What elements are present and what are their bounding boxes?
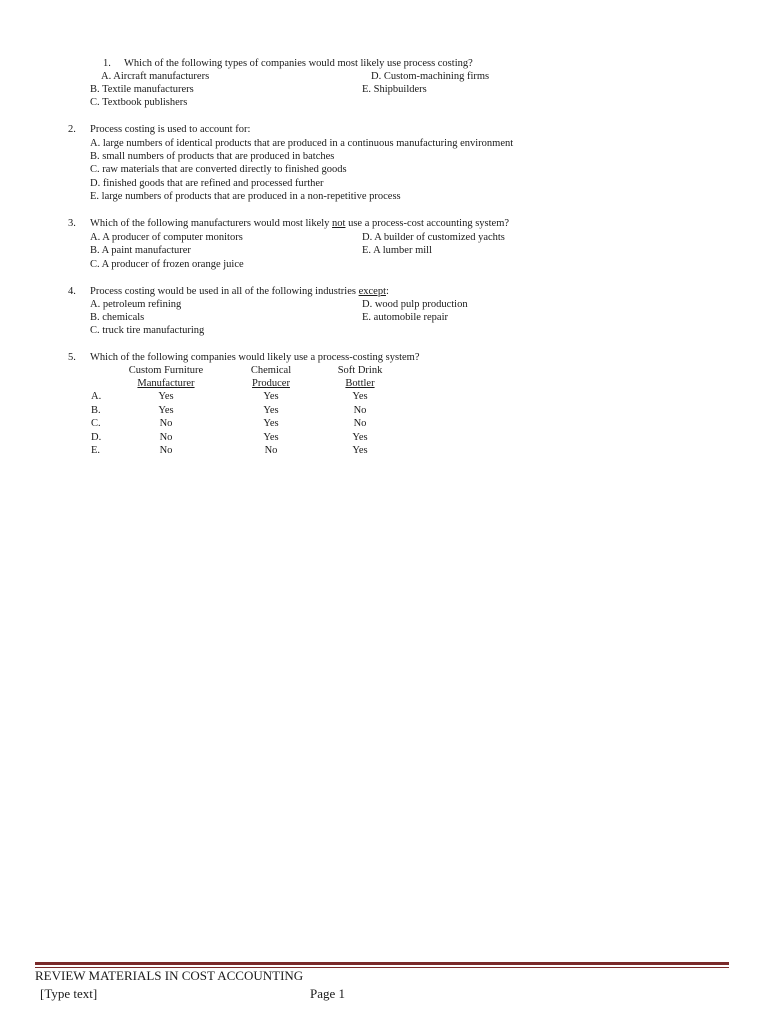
question-4-stem-after: :: [386, 286, 389, 297]
question-1-option-d: D. Custom-machining firms: [371, 71, 490, 82]
q5-row-b-col2: Yes: [263, 405, 279, 416]
footer-page-number: Page 1: [310, 986, 346, 1001]
question-5-number: 5.: [68, 352, 76, 363]
q5-col1-header-bottom: [116, 377, 216, 390]
question-4-number: 4.: [68, 286, 76, 297]
q5-row-a-col1: Yes: [158, 391, 174, 402]
q5-col2-header-top: Chemical: [250, 365, 292, 376]
q5-row-b-col1: Yes: [158, 405, 174, 416]
q5-row-a-col2: Yes: [263, 391, 279, 402]
q5-row-d-label: D.: [91, 432, 102, 443]
q5-row-e-col2: No: [264, 445, 278, 456]
q5-row-b-label: B.: [91, 405, 101, 416]
question-3-option-a: A. A producer of computer monitors: [90, 232, 243, 243]
q5-row-a-label: A.: [91, 391, 102, 402]
question-4-option-a: A. petroleum refining: [90, 299, 182, 310]
question-3-stem-emphasis: not: [332, 218, 346, 229]
q5-col1-header-bottom-text: Manufacturer: [137, 378, 195, 389]
q5-row-c-label: C.: [91, 418, 101, 429]
question-2-option-d: D. finished goods that are refined and processed further: [90, 178, 324, 189]
question-2-option-b: B. small numbers of products that are produced in batches: [90, 151, 335, 162]
question-1-option-c: C. Textbook publishers: [90, 97, 188, 108]
q5-col2-header-bottom-text: Producer: [252, 378, 290, 389]
q5-col3-header-bottom-text: Bottler: [345, 378, 375, 389]
question-1-stem: Which of the following types of companies would most likely use process costing?: [124, 58, 473, 69]
question-3-stem-before: Which of the following manufacturers would most likely: [90, 218, 333, 229]
q5-row-e-col3: Yes: [352, 445, 368, 456]
footer-title: REVIEW MATERIALS IN COST ACCOUNTING: [35, 968, 304, 983]
question-1-option-b: B. Textile manufacturers: [90, 84, 194, 95]
question-4-stem-before: Process costing would be used in all of the following industries: [90, 286, 359, 297]
question-3-option-e: E. A lumber mill: [362, 245, 432, 256]
q5-row-d-col3: Yes: [352, 432, 368, 443]
footer-divider-thick: [35, 962, 729, 965]
question-4-option-e: E. automobile repair: [362, 312, 449, 323]
question-4-option-c: C. truck tire manufacturing: [90, 325, 205, 336]
question-2-option-c: C. raw materials that are converted directly to finished goods: [90, 164, 347, 175]
question-4-stem: [90, 285, 389, 298]
q5-row-a-col3: Yes: [352, 391, 368, 402]
question-2-number: 2.: [68, 124, 76, 135]
q5-col3-header-bottom: [325, 377, 395, 390]
q5-row-c-col1: No: [159, 418, 173, 429]
question-2-option-a: A. large numbers of identical products that are produced in a continuous manufacturing environment: [90, 138, 514, 149]
question-5-stem: Which of the following companies would likely use a process-costing system?: [90, 352, 420, 363]
question-4-stem-emphasis: except: [358, 286, 386, 297]
question-3-option-d: D. A builder of customized yachts: [362, 232, 505, 243]
q5-row-b-col3: No: [353, 405, 367, 416]
question-1-option-a: A. Aircraft manufacturers: [101, 71, 210, 82]
question-1-number: 1.: [103, 58, 111, 69]
question-4-option-b: B. chemicals: [90, 312, 145, 323]
q5-col2-header-bottom: [236, 377, 306, 390]
question-4-option-d: D. wood pulp production: [362, 299, 468, 310]
q5-row-d-col1: No: [159, 432, 173, 443]
q5-row-e-label: E.: [91, 445, 101, 456]
question-3-option-b: B. A paint manufacturer: [90, 245, 191, 256]
question-3-stem-after: use a process-cost accounting system?: [345, 218, 510, 229]
question-1-option-e: E. Shipbuilders: [362, 84, 427, 95]
question-3-number: 3.: [68, 218, 76, 229]
question-3-option-c: C. A producer of frozen orange juice: [90, 259, 244, 270]
footer-placeholder-text[interactable]: [Type text]: [40, 986, 98, 1001]
q5-col3-header-top: Soft Drink: [337, 365, 383, 376]
q5-row-c-col3: No: [353, 418, 367, 429]
q5-row-d-col2: Yes: [263, 432, 279, 443]
question-2-option-e: E. large numbers of products that are produced in a non-repetitive process: [90, 191, 401, 202]
question-2-stem: Process costing is used to account for:: [90, 124, 251, 135]
q5-row-e-col1: No: [159, 445, 173, 456]
question-3-stem: [90, 217, 509, 230]
q5-row-c-col2: Yes: [263, 418, 279, 429]
q5-col1-header-top: Custom Furniture: [128, 365, 204, 376]
